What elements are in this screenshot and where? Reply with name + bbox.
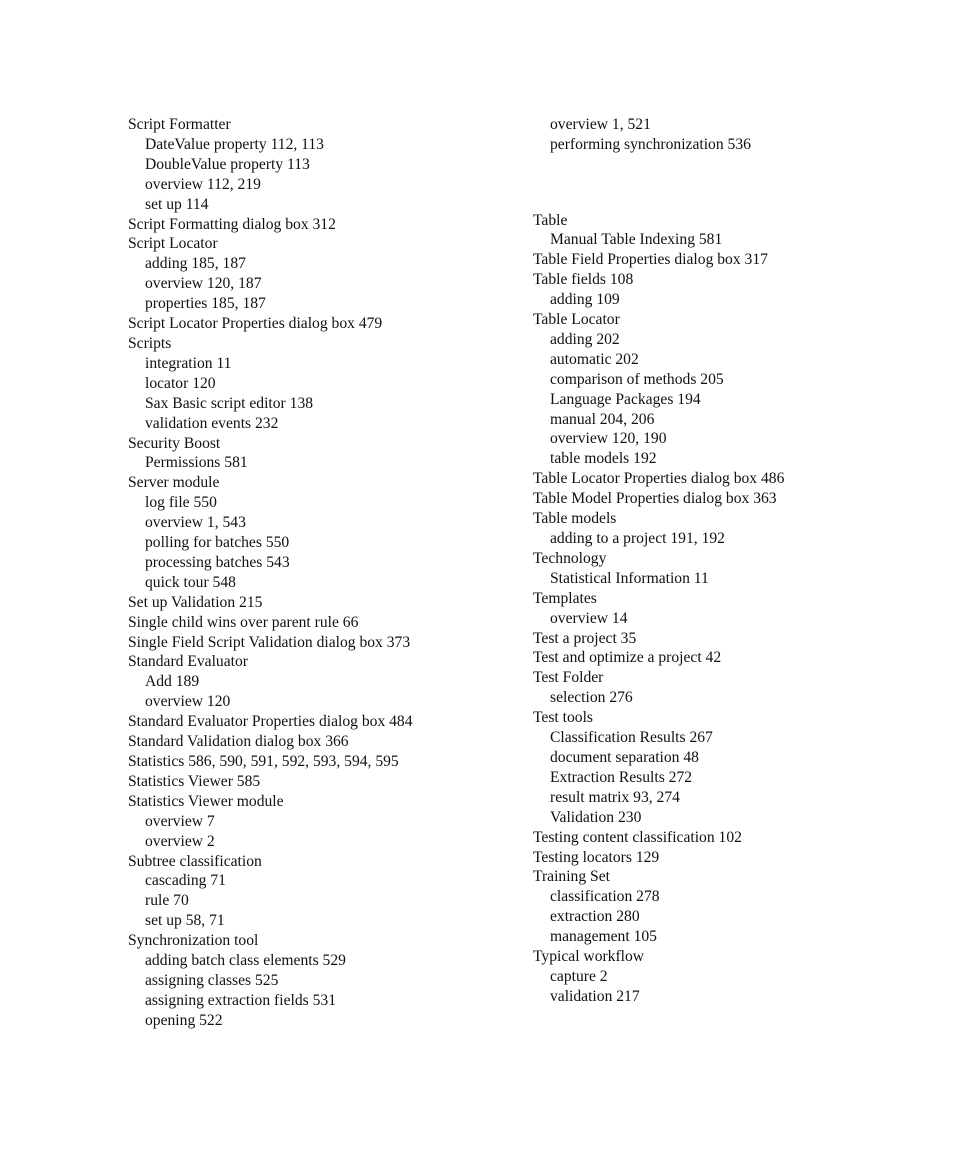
index-subentry: integration 11	[145, 354, 232, 372]
index-subentry: assigning extraction fields 531	[145, 991, 336, 1009]
index-entry: Testing content classification 102	[533, 828, 742, 846]
index-entry: Table models	[533, 510, 617, 528]
index-entry: Script Locator Properties dialog box 479	[128, 315, 383, 333]
index-subentry: log file 550	[145, 494, 217, 512]
index-subentry: polling for batches 550	[145, 534, 290, 552]
index-subentry: quick tour 548	[145, 573, 236, 591]
index-entry: Table	[533, 211, 568, 229]
index-subentry: document separation 48	[550, 748, 699, 766]
index-subentry: overview 7	[145, 812, 215, 830]
index-entry: Table Locator Properties dialog box 486	[533, 470, 785, 488]
index-subentry: Validation 230	[550, 808, 642, 826]
index-subentry: validation 217	[550, 987, 640, 1005]
index-subentry: overview 2	[145, 832, 215, 850]
index-subentry: set up 58, 71	[145, 912, 225, 930]
index-entry: Single child wins over parent rule 66	[128, 613, 359, 631]
index-subentry: overview 14	[550, 609, 628, 627]
index-entry: Statistics Viewer 585	[128, 772, 261, 790]
index-subentry: capture 2	[550, 967, 608, 985]
index-subentry: Language Packages 194	[550, 390, 701, 408]
index-subentry: assigning classes 525	[145, 971, 279, 989]
index-subentry: overview 1, 521	[550, 116, 651, 133]
index-entry: Scripts	[128, 334, 172, 352]
index-entry: Standard Validation dialog box 366	[128, 733, 349, 751]
index-entry: Test and optimize a project 42	[533, 649, 722, 667]
index-entry: Statistics Viewer module	[128, 792, 284, 810]
index-subentry: overview 120	[145, 693, 231, 711]
index-subentry: Extraction Results 272	[550, 768, 693, 786]
index-subentry: overview 120, 190	[550, 430, 667, 448]
index-subentry: manual 204, 206	[550, 410, 655, 428]
index-subentry: management 105	[550, 928, 657, 946]
index-subentry: overview 1, 543	[145, 514, 246, 532]
section-gap	[533, 155, 933, 211]
index-subentry: result matrix 93, 274	[550, 788, 680, 806]
index-continued-entries	[533, 115, 933, 155]
index-column-left	[128, 115, 528, 1031]
index-subentry: properties 185, 187	[145, 295, 266, 313]
index-subentry: validation events 232	[145, 414, 279, 432]
index-entry: Testing locators 129	[533, 848, 660, 866]
index-subentry: processing batches 543	[145, 553, 290, 571]
index-entry: Single Field Script Validation dialog box 373	[128, 633, 411, 651]
index-entry: Typical workflow	[533, 948, 645, 966]
index-subentry: overview 112, 219	[145, 175, 261, 193]
index-subentry: locator 120	[145, 374, 216, 392]
index-entry: Test a project 35	[533, 629, 637, 647]
index-entry: Table Locator	[533, 311, 620, 329]
index-subentry: DoubleValue property 113	[145, 155, 310, 173]
index-column-right	[533, 115, 933, 1007]
index-subentry: comparison of methods 205	[550, 370, 724, 388]
index-subentry: adding 202	[550, 330, 620, 348]
index-subentry: Classification Results 267	[550, 729, 713, 747]
index-subentry: classification 278	[550, 888, 660, 906]
index-subentry: Statistical Information 11	[550, 569, 709, 587]
index-subentry: adding to a project 191, 192	[550, 530, 725, 547]
index-subentry: extraction 280	[550, 908, 640, 926]
index-subentry: rule 70	[145, 892, 189, 910]
index-entry: Security Boost	[128, 434, 221, 452]
index-subentry: set up 114	[145, 195, 209, 213]
index-entry: Subtree classification	[128, 852, 262, 870]
index-subentry: DateValue property 112, 113	[145, 135, 324, 153]
index-entry: Templates	[533, 589, 597, 607]
index-subentry: cascading 71	[145, 872, 226, 890]
index-subentry: adding 109	[550, 291, 620, 309]
index-subentry: Sax Basic script editor 138	[145, 394, 314, 412]
index-subentry: Manual Table Indexing 581	[550, 231, 723, 249]
index-subentry: overview 120, 187	[145, 275, 262, 293]
index-subentry: automatic 202	[550, 350, 639, 368]
index-entry: Server module	[128, 474, 220, 492]
index-entry: Standard Evaluator Properties dialog box 484	[128, 713, 413, 731]
index-entry: Technology	[533, 549, 607, 567]
index-subentry: Add 189	[145, 673, 200, 691]
index-entry: Table fields 108	[533, 271, 634, 289]
index-section-t	[533, 211, 933, 1007]
index-entry: Script Locator	[128, 235, 218, 253]
index-entry: Set up Validation 215	[128, 593, 263, 611]
index-entry: Test Folder	[533, 669, 604, 687]
index-subentry: opening 522	[145, 1011, 223, 1029]
index-entry: Synchronization tool	[128, 932, 259, 950]
index-subentry: adding batch class elements 529	[145, 952, 346, 970]
index-entry: Statistics 586, 590, 591, 592, 593, 594, 595	[128, 753, 399, 770]
index-entry: Table Model Properties dialog box 363	[533, 490, 777, 508]
index-subentry: adding 185, 187	[145, 255, 246, 273]
index-subentry: selection 276	[550, 689, 633, 707]
index-entry: Training Set	[533, 868, 610, 886]
index-entry: Test tools	[533, 709, 593, 727]
index-entry: Standard Evaluator	[128, 653, 248, 671]
index-subentry: performing synchronization 536	[550, 135, 751, 153]
index-subentry: Permissions 581	[145, 454, 248, 472]
index-entry: Script Formatter	[128, 116, 231, 133]
index-subentry: table models 192	[550, 450, 657, 468]
index-entry: Table Field Properties dialog box 317	[533, 251, 768, 269]
index-entry: Script Formatting dialog box 312	[128, 215, 336, 233]
